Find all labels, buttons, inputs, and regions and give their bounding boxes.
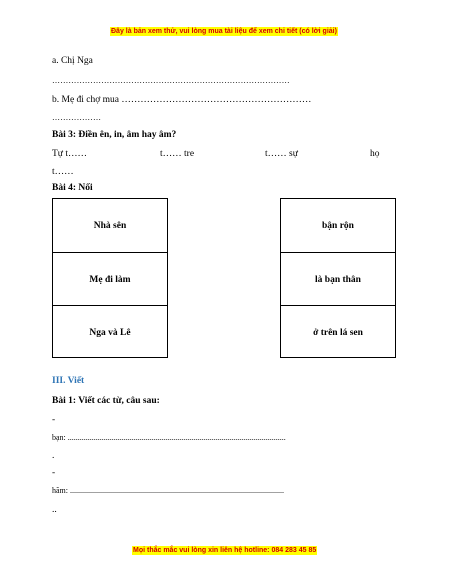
write-dash-2: - xyxy=(52,468,56,478)
exercise-3-word-5: t…… xyxy=(52,167,74,177)
item-a-answer-line: …………………………………………………………………………… xyxy=(52,76,290,85)
right-item-1[interactable]: bận rộn xyxy=(322,220,354,231)
right-item-2[interactable]: là bạn thân xyxy=(281,252,395,306)
exercise-3-title: Bài 3: Điền ên, in, âm hay âm? xyxy=(52,130,177,140)
item-a-label: a. Chị Nga xyxy=(52,56,93,66)
exercise-4-title: Bài 4: Nối xyxy=(52,183,93,193)
hotline-banner: Mọi thắc mắc vui lòng xin liên hệ hotline: 084 283 45 85 xyxy=(133,547,317,554)
left-item-3[interactable]: Nga và Lê xyxy=(53,305,167,359)
exercise-3-word-1: Tự t…… xyxy=(52,149,87,159)
left-item-2[interactable]: Mẹ đi làm xyxy=(53,252,167,306)
left-matching-column xyxy=(52,198,168,358)
preview-banner: Đây là bản xem thử, vui lòng mua tài liệu để xem chi tiết (có lời giải) xyxy=(111,28,337,35)
right-matching-column xyxy=(280,198,396,358)
write-dot-1: . xyxy=(52,451,55,461)
item-b-label: b. Mẹ đi chợ mua …………………………………………………… xyxy=(52,95,312,105)
section-heading-write: III. Viết xyxy=(52,376,85,386)
exercise-3-word-3: t…… sự xyxy=(265,149,298,159)
right-item-3[interactable]: ở trên lá sen xyxy=(281,305,395,359)
exercise-3-word-2: t…… tre xyxy=(160,149,195,159)
write-line-ham: hãm: ........................................................................................................... xyxy=(52,486,284,495)
exercise-3-word-4: họ xyxy=(370,149,380,159)
item-b-answer-line: ……………… xyxy=(52,113,102,122)
write-dash-1: - xyxy=(52,415,56,425)
left-item-1[interactable]: Nhà sên xyxy=(93,220,127,231)
write-exercise-1-title: Bài 1: Viết các từ, câu sau: xyxy=(52,396,160,406)
write-dot-2: .. xyxy=(52,505,57,515)
write-line-ban: bạn: ............................................................................................................. xyxy=(52,433,286,442)
